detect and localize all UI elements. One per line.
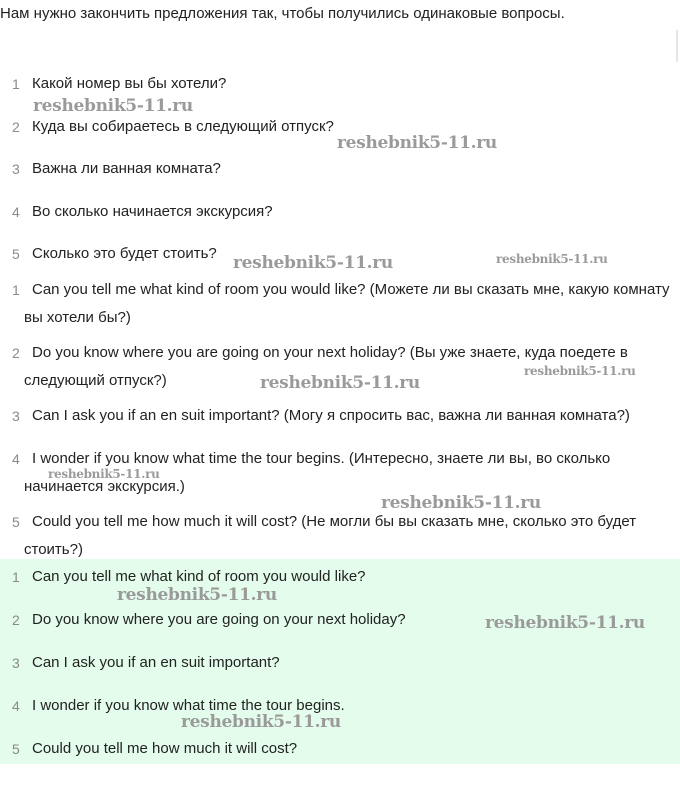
item-number: 5	[12, 514, 20, 530]
item-number: 4	[12, 698, 20, 714]
task-instruction: Нам нужно закончить предложения так, чтобы получились одинаковые вопросы.	[0, 5, 565, 22]
item-text: I wonder if you know what time the tour begins. (Интересно, знаете ли вы, во сколько начинается экскурсия.)	[24, 450, 611, 495]
item-number: 4	[12, 451, 20, 467]
item-text: Сколько это будет стоить?	[32, 245, 217, 262]
item-number: 1	[12, 76, 20, 92]
item-number: 1	[12, 569, 20, 585]
item-text: Куда вы собираетесь в следующий отпуск?	[32, 118, 334, 135]
item-text: Do you know where you are going on your next holiday?	[32, 611, 406, 628]
item-number: 5	[12, 741, 20, 757]
watermark: reshebnik5-11.ru	[33, 96, 193, 116]
watermark: reshebnik5-11.ru	[524, 364, 636, 378]
scrollbar-thumb[interactable]	[676, 30, 678, 62]
item-number: 4	[12, 204, 20, 220]
item-text: Важна ли ванная комната?	[32, 160, 221, 177]
watermark: reshebnik5-11.ru	[260, 373, 420, 393]
item-text: Can you tell me what kind of room you would like? (Можете ли вы сказать мне, какую комнату вы хотели бы?)	[24, 281, 670, 326]
watermark: reshebnik5-11.ru	[337, 133, 497, 153]
watermark: reshebnik5-11.ru	[48, 467, 160, 481]
item-text: Could you tell me how much it will cost? (Не могли бы вы сказать мне, сколько это будет стоить?)	[24, 513, 637, 558]
item-text: Do you know where you are going on your next holiday? (Вы уже знаете, куда поедете в следующий отпуск?)	[24, 344, 628, 389]
item-text: Can I ask you if an en suit important?	[32, 654, 280, 671]
watermark: reshebnik5-11.ru	[181, 712, 341, 732]
item-text: Could you tell me how much it will cost?	[32, 740, 298, 757]
watermark: reshebnik5-11.ru	[381, 493, 541, 513]
item-number: 3	[12, 655, 20, 671]
item-number: 5	[12, 246, 20, 262]
item-number: 2	[12, 612, 20, 628]
item-number: 2	[12, 345, 20, 361]
item-text: Какой номер вы бы хотели?	[32, 75, 227, 92]
watermark: reshebnik5-11.ru	[496, 252, 608, 266]
item-number: 3	[12, 408, 20, 424]
item-number: 2	[12, 119, 20, 135]
watermark: reshebnik5-11.ru	[485, 613, 645, 633]
item-text: Во сколько начинается экскурсия?	[32, 203, 273, 220]
item-number: 3	[12, 161, 20, 177]
watermark: reshebnik5-11.ru	[117, 585, 277, 605]
item-text: Can I ask you if an en suit important? (Могу я спросить вас, важна ли ванная комната?)	[32, 407, 630, 424]
item-text: Can you tell me what kind of room you would like?	[32, 568, 366, 585]
item-number: 1	[12, 282, 20, 298]
item-text: I wonder if you know what time the tour begins.	[32, 697, 345, 714]
watermark: reshebnik5-11.ru	[233, 253, 393, 273]
